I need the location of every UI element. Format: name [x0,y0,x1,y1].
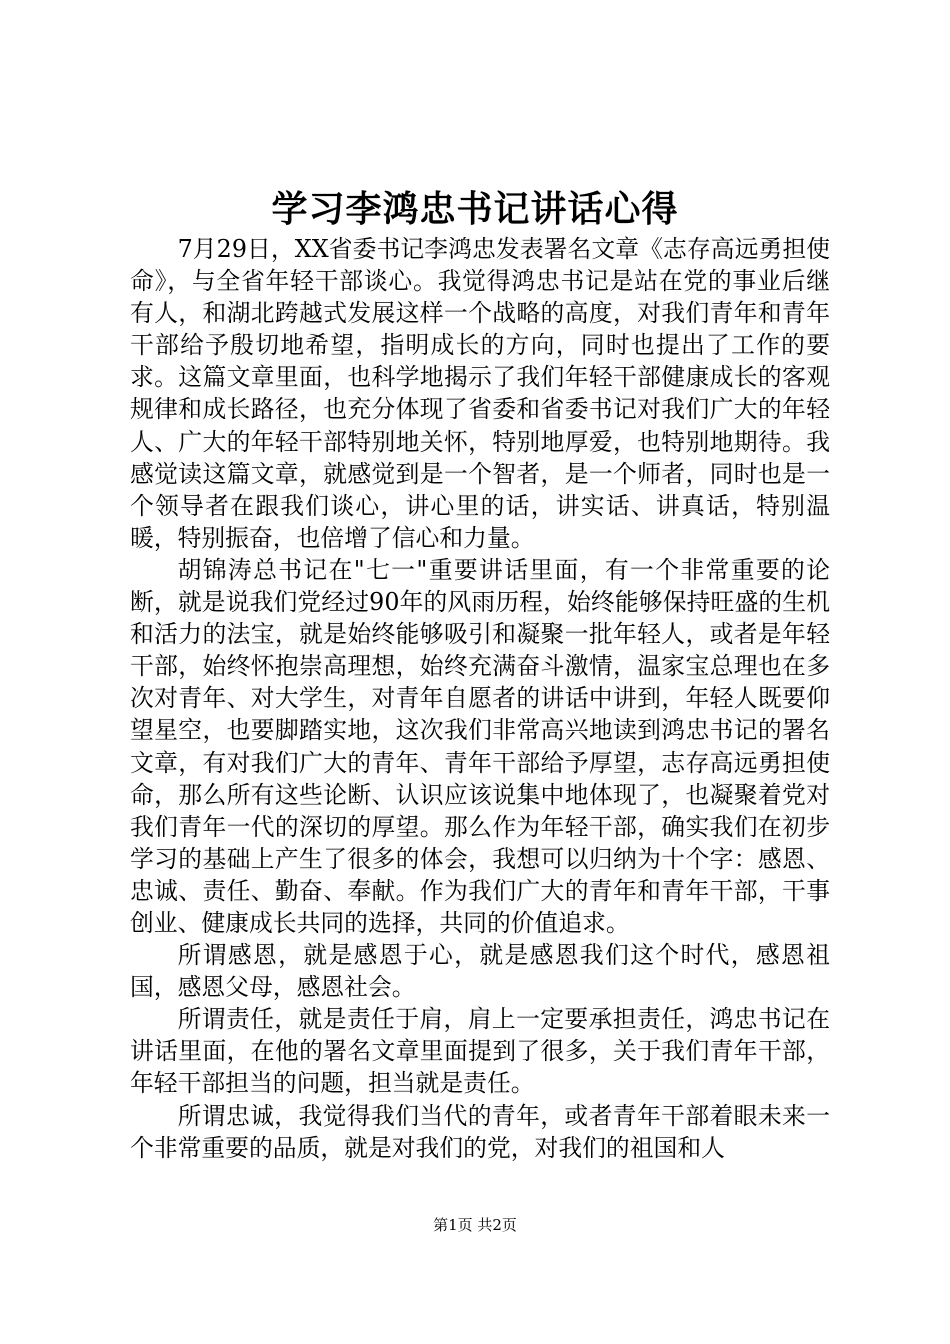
paragraph: 所谓感恩，就是感恩于心，就是感恩我们这个时代，感恩祖国，感恩父母，感恩社会。 [130,941,830,1002]
page-number-footer: 第1页 共2页 [433,1216,517,1234]
document-body [130,233,830,1164]
paragraph: 所谓责任，就是责任于肩，肩上一定要承担责任，鸿忠书记在讲话里面，在他的署名文章里面提到了很多，关于我们青年干部，年轻干部担当的问题，担当就是责任。 [130,1005,830,1098]
paragraph: 7月29日，XX省委书记李鸿忠发表署名文章《志存高远勇担使命》，与全省年轻干部谈心。我觉得鸿忠书记是站在党的事业后继有人，和湖北跨越式发展这样一个战略的高度，对我们青年和青年干部给予殷切地希望，指明成长的方向，同时也提出了工作的要求。这篇文章里面，也科学地揭示了我们年轻干部健康成长的客观规律和成长路径，也充分体现了省委和省委书记对我们广大的年轻人、广大的年轻干部特别地关怀，特别地厚爱，也特别地期待。我感觉读这篇文章，就感觉到是一个智者，是一个师者，同时也是一个领导者在跟我们谈心，讲心里的话，讲实话、讲真话，特别温暖，特别振奋，也倍增了信心和力量。 [130,235,830,552]
document-title: 学习李鸿忠书记讲话心得 [271,188,679,230]
paragraph: 所谓忠诚，我觉得我们当代的青年，或者青年干部着眼未来一个非常重要的品质，就是对我们的党，对我们的祖国和人 [130,1101,830,1162]
paragraph: 胡锦涛总书记在"七一"重要讲话里面，有一个非常重要的论断，就是说我们党经过90年的风雨历程，始终能够保持旺盛的生机和活力的法宝，就是始终能够吸引和凝聚一批年轻人，或者是年轻干部，始终怀抱崇高理想，始终充满奋斗激情，温家宝总理也在多次对青年、对大学生，对青年自愿者的讲话中讲到，年轻人既要仰望星空，也要脚踏实地，这次我们非常高兴地读到鸿忠书记的署名文章，有对我们广大的青年、青年干部给予厚望，志存高远勇担使命，那么所有这些论断、认识应该说集中地体现了，也凝聚着党对我们青年一代的深切的厚望。那么作为年轻干部，确实我们在初步学习的基础上产生了很多的体会，我想可以归纳为十个字：感恩、忠诚、责任、勤奋、奉献。作为我们广大的青年和青年干部，干事创业、健康成长共同的选择，共同的价值追求。 [130,555,830,937]
